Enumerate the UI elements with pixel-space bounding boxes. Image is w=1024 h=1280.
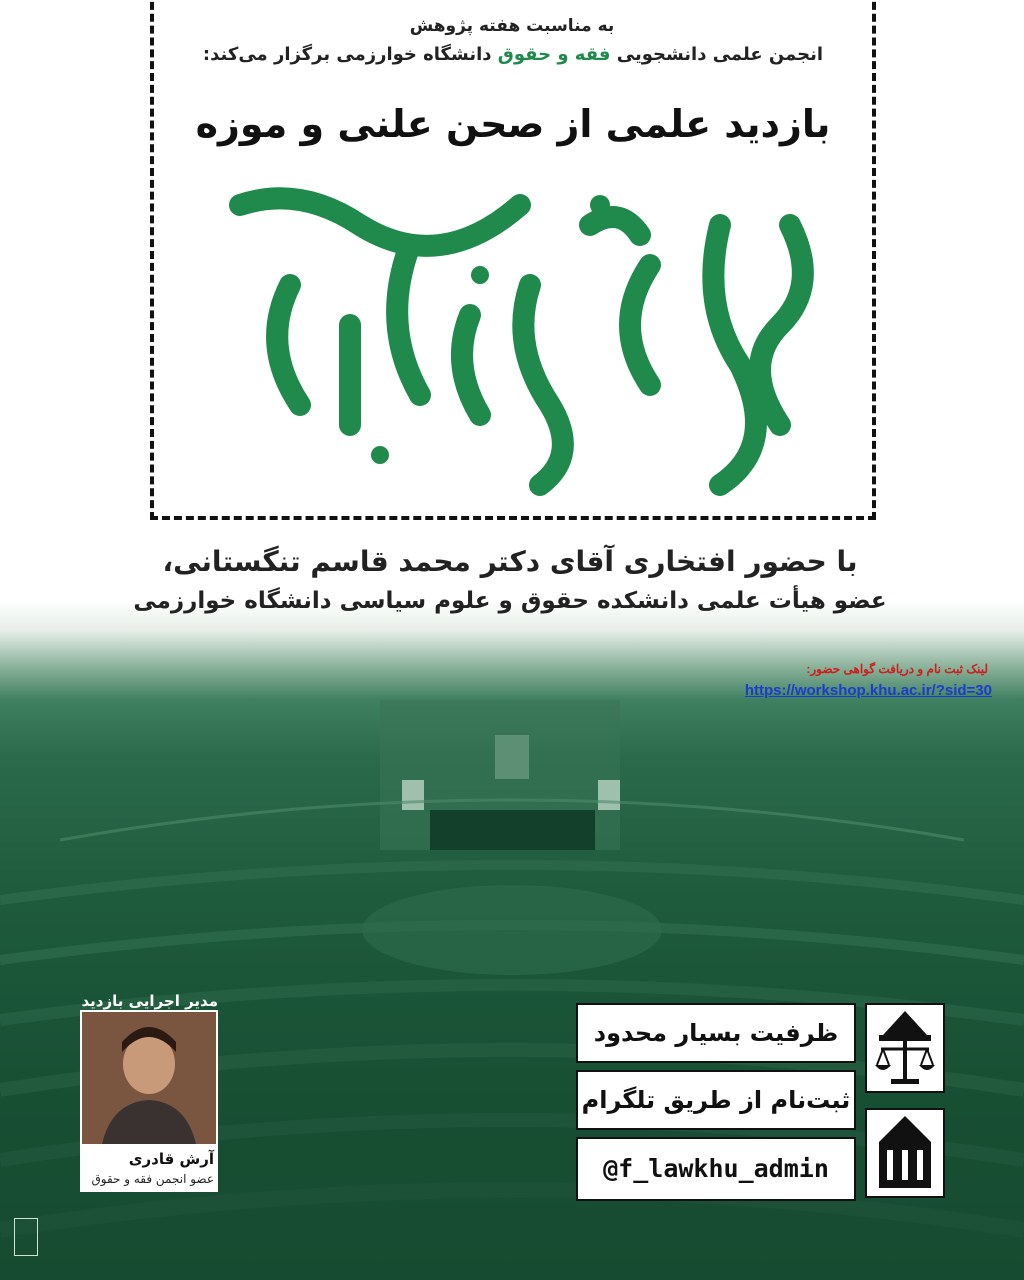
organizer-prefix: انجمن علمی دانشجویی bbox=[616, 44, 824, 65]
capacity-box: ظرفیت بسیار محدود bbox=[576, 1003, 856, 1063]
register-via-box: ثبت‌نام از طریق تلگرام bbox=[576, 1070, 856, 1130]
guest-line-1: با حضور افتخاری آقای دکتر محمد قاسم تنگستانی، bbox=[162, 545, 858, 578]
manager-label: مدیر اجرایی بازدید bbox=[81, 992, 218, 1010]
telegram-handle-box[interactable]: @f_lawkhu_admin bbox=[576, 1137, 856, 1201]
avatar bbox=[82, 1012, 216, 1144]
guest-line-2: عضو هیأت علمی دانشکده حقوق و علوم سیاسی دانشگاه خوارزمی bbox=[133, 588, 887, 614]
registration-label: لینک ثبت نام و دریافت گواهی حضور: bbox=[806, 662, 988, 676]
organizer-highlight: فقه و حقوق bbox=[497, 44, 611, 65]
occasion-text: به مناسبت هفته پژوهش bbox=[409, 16, 615, 36]
manager-card bbox=[80, 1010, 218, 1192]
organizer-line bbox=[150, 44, 876, 65]
event-title: بازدید علمی از صحن علنی و موزه bbox=[195, 102, 831, 146]
university-logo-icon bbox=[865, 1108, 945, 1198]
parliament-calligraphy-icon bbox=[180, 165, 846, 505]
organizer-suffix: دانشگاه خوارزمی برگزار می‌کند: bbox=[202, 44, 492, 65]
manager-name: آرش قادری bbox=[128, 1150, 214, 1168]
university-logo-scales-icon bbox=[865, 1003, 945, 1093]
manager-role: عضو انجمن فقه و حقوق bbox=[91, 1172, 214, 1186]
registration-link[interactable]: https://workshop.khu.ac.ir/?sid=30 bbox=[744, 682, 992, 699]
designer-signature-icon bbox=[14, 1218, 38, 1256]
